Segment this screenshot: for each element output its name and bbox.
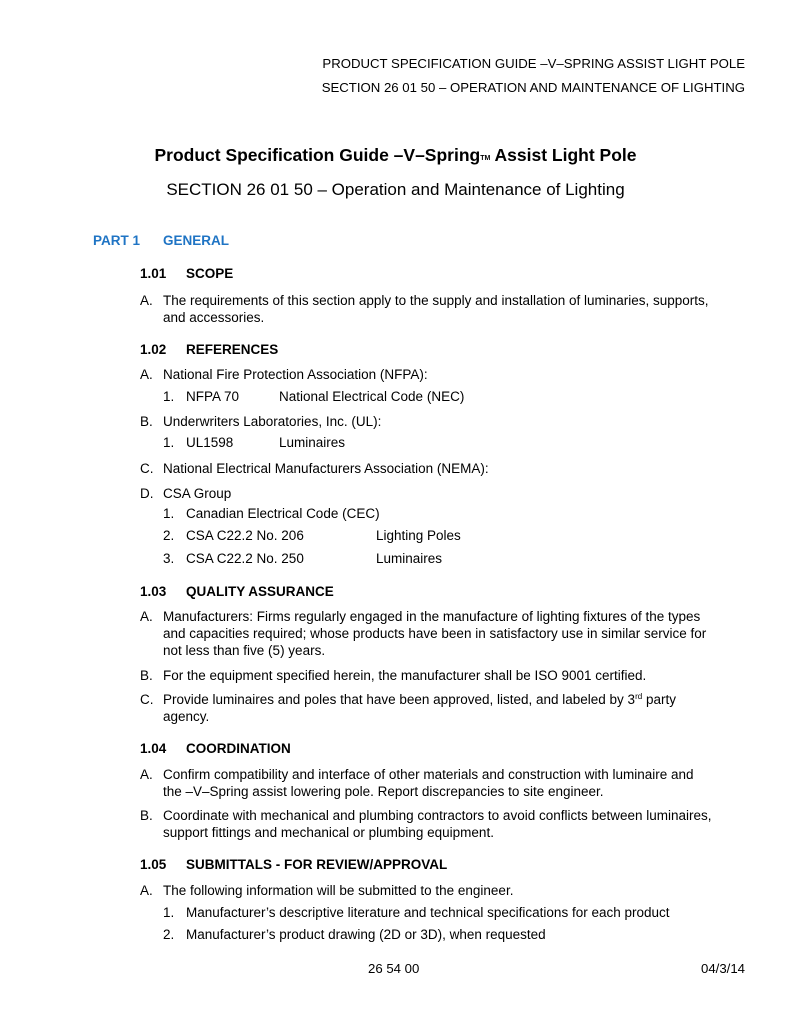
item-text: National Electrical Manufacturers Association (NEMA): [163, 461, 489, 476]
section-number: 1.02 [140, 342, 167, 357]
item-letter: B. [140, 808, 153, 823]
item-text: Confirm compatibility and interface of other materials and construction with luminaire and [163, 767, 694, 782]
section-number: 1.01 [140, 266, 167, 281]
subitem-code: CSA C22.2 No. 250 [186, 551, 304, 566]
item-text: the –V–Spring assist lowering pole. Report discrepancies to site engineer. [163, 784, 604, 799]
item-text: support fittings and mechanical or plumbing equipment. [163, 825, 494, 840]
item-text: not less than five (5) years. [163, 643, 326, 658]
item-letter: A. [140, 609, 153, 624]
footer-date: 04/3/14 [701, 961, 745, 976]
section-heading-1-02 [140, 342, 279, 357]
item-letter: A. [140, 293, 153, 308]
subitem-number: 2. [163, 528, 175, 543]
subitem-desc: National Electrical Code (NEC) [279, 389, 465, 404]
item-letter: B. [140, 668, 153, 683]
item-letter: A. [140, 367, 153, 382]
trademark-mark: TM [480, 155, 491, 162]
item-text [163, 691, 676, 710]
item-text: The following information will be submitted to the engineer. [163, 883, 514, 898]
item-text: Coordinate with mechanical and plumbing contractors to avoid conflicts between luminaires, [163, 808, 712, 823]
subitem-desc: Luminaires [376, 551, 443, 566]
document-subtitle: SECTION 26 01 50 – Operation and Maintenance of Lighting [166, 180, 625, 199]
item-text: National Fire Protection Association (NFPA): [163, 367, 428, 382]
section-heading-1-05 [140, 857, 448, 872]
subitem-code: Canadian Electrical Code (CEC) [186, 506, 380, 521]
item-letter: C. [140, 692, 154, 707]
item-letter: A. [140, 883, 153, 898]
subitem-number: 1. [163, 905, 175, 920]
header-line-1: PRODUCT SPECIFICATION GUIDE –V–SPRING ASSIST LIGHT POLE [322, 56, 745, 71]
item-text: and capacities required; whose products have been in satisfactory use in similar service for [163, 626, 707, 641]
part-heading [93, 233, 230, 248]
subitem-number: 3. [163, 551, 175, 566]
section-number: 1.03 [140, 584, 167, 599]
item-text: Manufacturers: Firms regularly engaged in the manufacture of lighting fixtures of the types [163, 609, 701, 624]
item-letter: C. [140, 461, 154, 476]
item-text: and accessories. [163, 310, 265, 325]
document-title [0, 145, 791, 166]
footer-section-number: 26 54 00 [368, 961, 420, 976]
subitem-code: UL1598 [186, 435, 234, 450]
subitem-text: Manufacturer’s product drawing (2D or 3D), when requested [186, 927, 546, 942]
part-number: PART 1 [93, 233, 141, 248]
subitem-number: 2. [163, 927, 175, 942]
subitem-number: 1. [163, 435, 175, 450]
subitem-number: 1. [163, 389, 175, 404]
ordinal-suffix: rd [635, 692, 643, 701]
part-name: GENERAL [163, 233, 230, 248]
section-heading-1-03 [140, 584, 334, 599]
item-text-part: party [642, 692, 676, 707]
item-letter: B. [140, 414, 153, 429]
subitem-number: 1. [163, 506, 175, 521]
item-text: For the equipment specified herein, the manufacturer shall be ISO 9001 certified. [163, 668, 647, 683]
item-text: The requirements of this section apply to the supply and installation of luminaries, supports, [163, 293, 709, 308]
section-title: SUBMITTALS - FOR REVIEW/APPROVAL [186, 857, 448, 872]
subitem-desc: Lighting Poles [376, 528, 461, 543]
title-text-b: Assist Light Pole [490, 145, 637, 165]
item-text: agency. [163, 709, 210, 724]
subitem-code: NFPA 70 [186, 389, 240, 404]
subitem-desc: Luminaires [279, 435, 346, 450]
item-letter: D. [140, 486, 154, 501]
section-title: QUALITY ASSURANCE [186, 584, 334, 599]
section-title: REFERENCES [186, 342, 279, 357]
header-line-2: SECTION 26 01 50 – OPERATION AND MAINTENANCE OF LIGHTING [321, 80, 745, 95]
item-letter: A. [140, 767, 153, 782]
item-text: Underwriters Laboratories, Inc. (UL): [163, 414, 382, 429]
item-text-part: Provide luminaires and poles that have been approved, listed, and labeled by 3 [163, 692, 636, 707]
section-number: 1.04 [140, 741, 167, 756]
subitem-text: Manufacturer’s descriptive literature and technical specifications for each product [186, 905, 670, 920]
section-title: SCOPE [186, 266, 234, 281]
section-number: 1.05 [140, 857, 167, 872]
section-heading-1-04 [140, 741, 291, 756]
section-title: COORDINATION [186, 741, 291, 756]
item-text: CSA Group [163, 486, 232, 501]
title-text-a: Product Specification Guide –V–Spring [154, 145, 481, 165]
subitem-code: CSA C22.2 No. 206 [186, 528, 304, 543]
section-heading-1-01 [140, 266, 234, 281]
